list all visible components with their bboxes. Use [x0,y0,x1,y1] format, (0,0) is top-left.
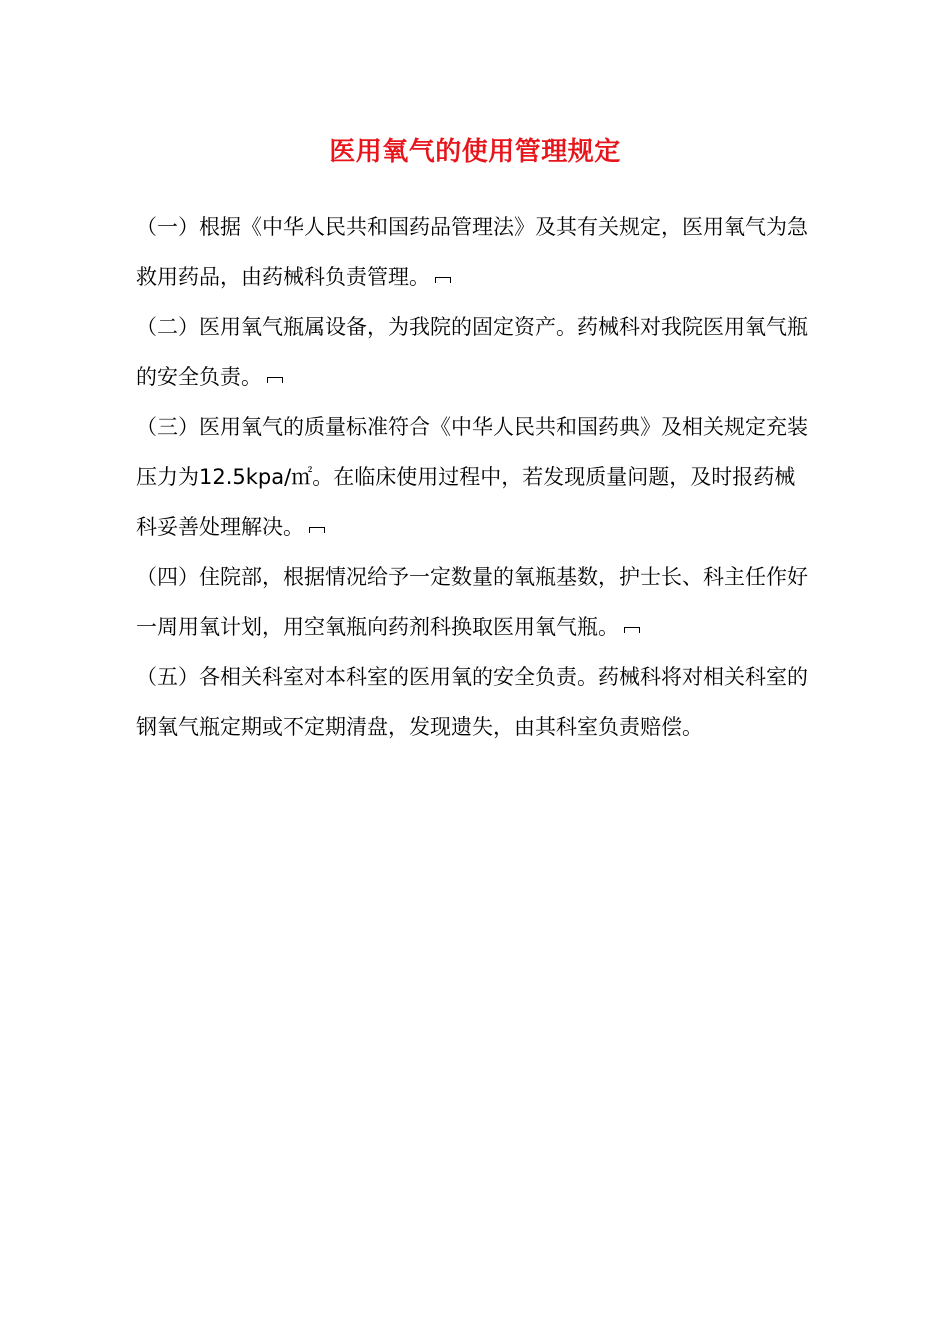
paragraph-1 [136,202,814,302]
paragraph-4 [136,552,814,652]
document-body [136,202,814,752]
paragraph-3 [136,402,814,552]
paragraph-2 [136,302,814,402]
document-title: 医用氧气的使用管理规定 [329,137,621,167]
paragraph-mark-icon [623,624,641,634]
paragraph-3-text: （三）医用氧气的质量标准符合《中华人民共和国药典》及相关规定充装压力为12.5kpa/㎡。在临床使用过程中，若发现质量问题，及时报药械科妥善处理解决。 [136,415,808,539]
paragraph-5-text: （五）各相关科室对本科室的医用氧的安全负责。药械科将对相关科室的钢氧气瓶定期或不定期清盘，发现遗失，由其科室负责赔偿。 [136,665,808,739]
paragraph-5 [136,652,814,752]
paragraph-1-text: （一）根据《中华人民共和国药品管理法》及其有关规定，医用氧气为急救用药品，由药械科负责管理。 [136,215,808,289]
paragraph-4-text: （四）住院部，根据情况给予一定数量的氧瓶基数，护士长、科主任作好一周用氧计划，用空氧瓶向药剂科换取医用氧气瓶。 [136,565,808,639]
paragraph-mark-icon [266,374,284,384]
paragraph-2-text: （二）医用氧气瓶属设备，为我院的固定资产。药械科对我院医用氧气瓶的安全负责。 [136,315,808,389]
paragraph-mark-icon [308,524,326,534]
paragraph-mark-icon [434,274,452,284]
